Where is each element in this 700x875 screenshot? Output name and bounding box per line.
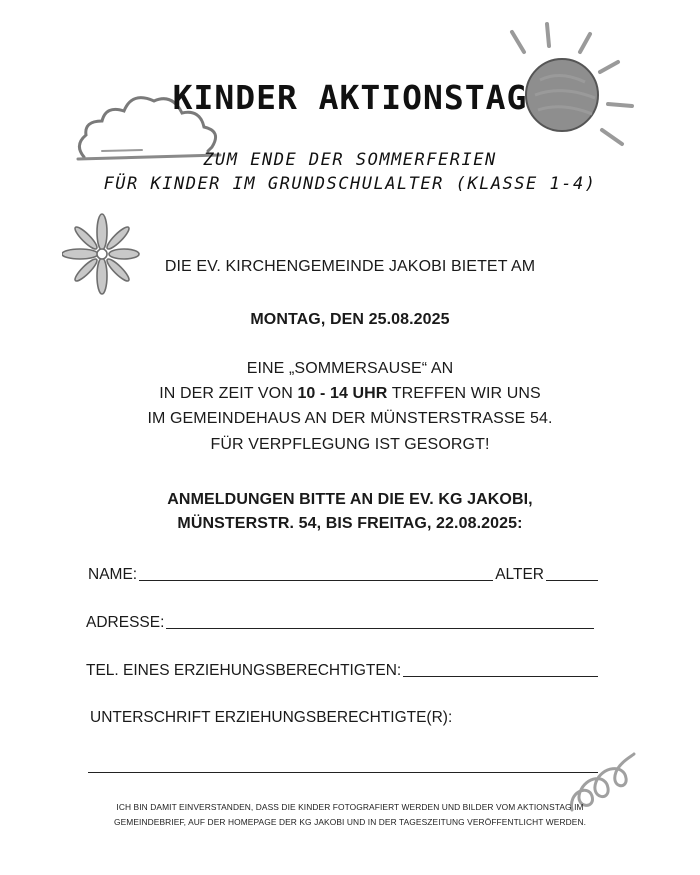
event-time: 10 - 14 UHR (297, 385, 388, 402)
phone-field[interactable] (403, 660, 598, 677)
address-row (86, 612, 596, 632)
signature-field[interactable] (88, 756, 598, 773)
body-line-3: IM GEMEINDEHAUS AN DER MÜNSTERSTRASSE 54. (147, 410, 553, 427)
phone-label: TEL. EINES ERZIEHUNGSBERECHTIGTEN: (86, 662, 402, 679)
page-title: KINDER AKTIONSTAG (172, 78, 528, 117)
body-line-2-prefix: IN DER ZEIT VON (159, 385, 298, 402)
registration-line-2: MÜNSTERSTR. 54, BIS FREITAG, 22.08.2025: (177, 515, 523, 532)
body-line-4: FÜR VERPFLEGUNG IST GESORGT! (210, 436, 490, 453)
body-line-2-suffix: TREFFEN WIR UNS (387, 385, 541, 402)
disclaimer-line-1: ICH BIN DAMIT EINVERSTANDEN, DASS DIE KINDER FOTOGRAFIERT WERDEN UND BILDER VOM AKTIONSTAG IM (116, 802, 584, 812)
consent-disclaimer (80, 800, 620, 830)
address-field[interactable] (166, 612, 594, 629)
body-line-1: EINE „SOMMERSAUSE“ AN (246, 360, 454, 377)
phone-row (86, 660, 600, 680)
age-label: ALTER (495, 566, 544, 583)
name-field[interactable] (139, 564, 493, 581)
disclaimer-line-2: GEMEINDEBRIEF, AUF DER HOMEPAGE DER KG JAKOBI UND IN DER TAGESZEITUNG VERÖFFENTLICHT WERDEN. (113, 817, 587, 827)
name-row (88, 564, 600, 584)
address-label: ADRESSE: (86, 614, 165, 631)
flower-icon (62, 212, 140, 296)
age-field[interactable] (546, 564, 598, 581)
intro-text: DIE EV. KIRCHENGEMEINDE JAKOBI BIETET AM (164, 258, 536, 275)
body-line-2 (0, 385, 700, 403)
registration-line-1: ANMELDUNGEN BITTE AN DIE EV. KG JAKOBI, (167, 491, 533, 508)
name-label: NAME: (88, 566, 138, 583)
signature-row (90, 709, 602, 727)
event-date: MONTAG, DEN 25.08.2025 (250, 311, 450, 328)
subtitle-end-of-holidays: ZUM ENDE DER SOMMERFERIEN (203, 150, 497, 170)
subtitle-target-group: FÜR KINDER IM GRUNDSCHULALTER (KLASSE 1-4) (103, 174, 597, 194)
signature-label: UNTERSCHRIFT ERZIEHUNGSBERECHTIGTE(R): (90, 709, 453, 726)
